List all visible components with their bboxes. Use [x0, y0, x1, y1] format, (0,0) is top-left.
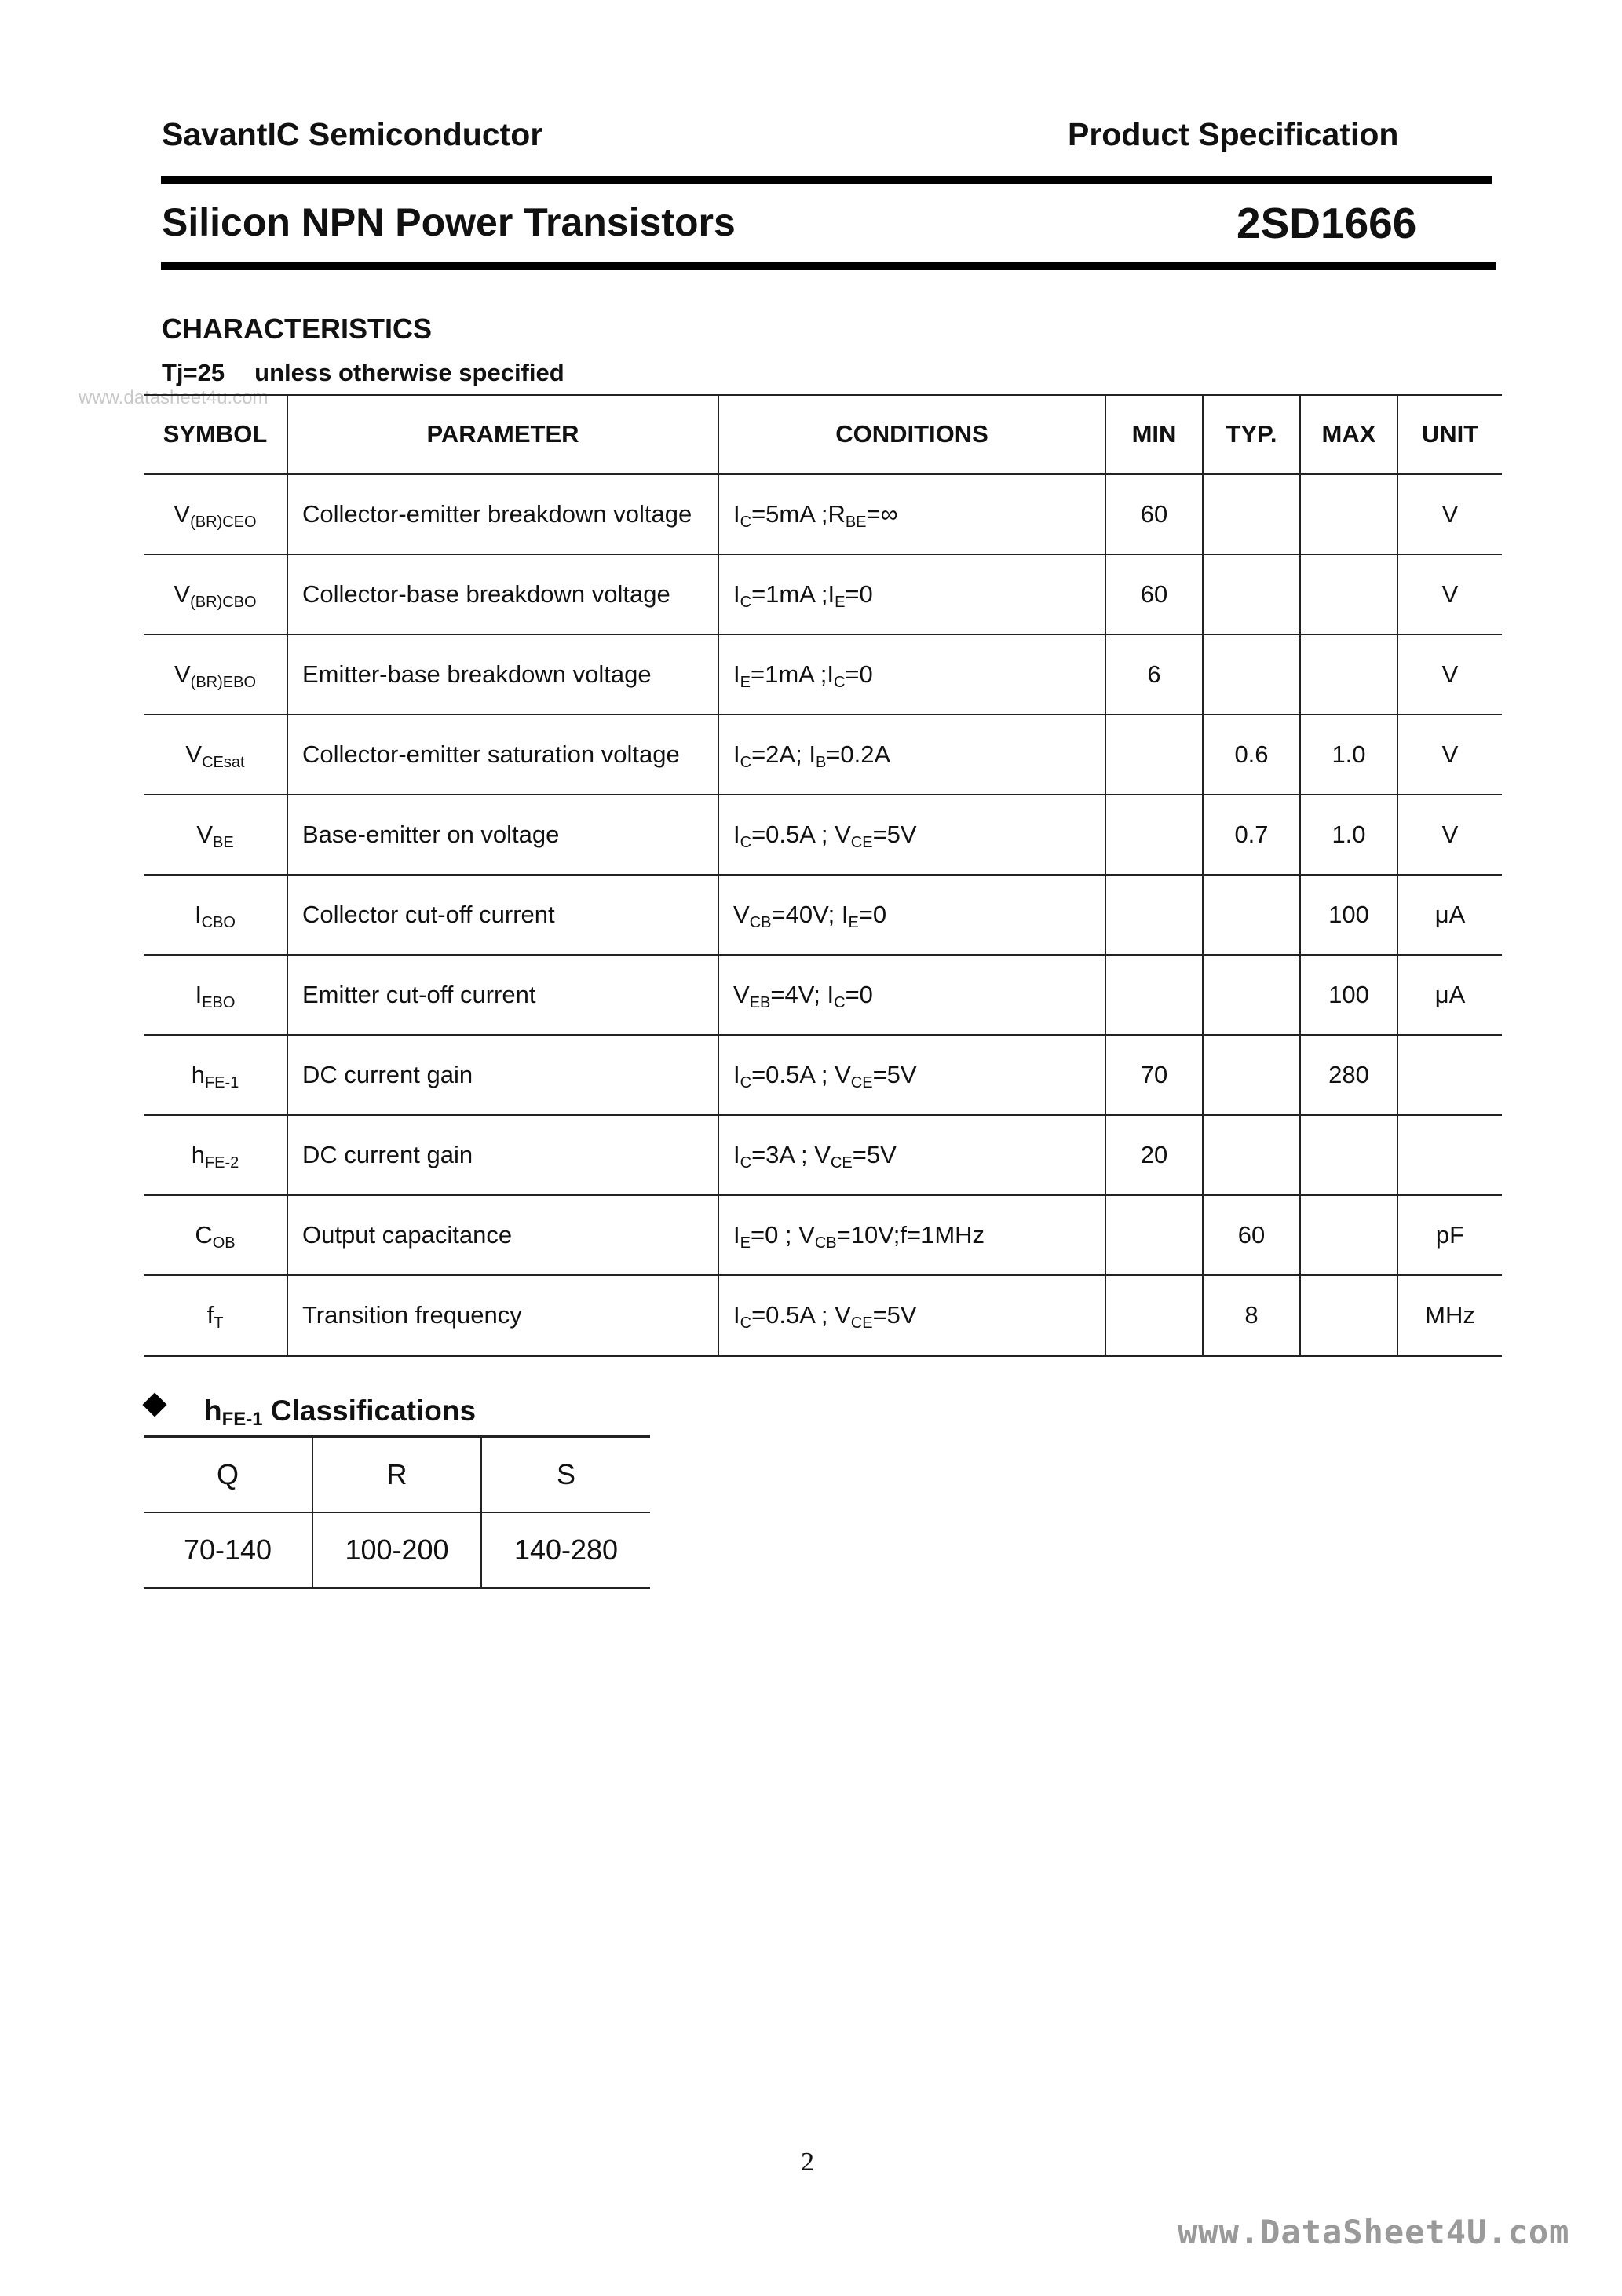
symbol-cell: $V_{CEsat}$ [144, 715, 287, 795]
classification-value-row [144, 1512, 650, 1589]
parameter-cell: Collector-emitter breakdown voltage [287, 474, 718, 555]
header-rule-bottom [161, 262, 1496, 270]
max-cell [1300, 554, 1397, 634]
min-cell: 20 [1105, 1115, 1203, 1195]
product-title: Silicon NPN Power Transistors [162, 200, 736, 244]
unit-cell: MHz [1397, 1275, 1502, 1356]
column-header-parameter: PARAMETER [287, 395, 718, 474]
min-cell [1105, 955, 1203, 1035]
max-cell [1300, 634, 1397, 715]
document-type: Product Specification [1068, 116, 1399, 152]
unit-cell: pF [1397, 1195, 1502, 1275]
parameter-cell: DC current gain [287, 1115, 718, 1195]
unit-cell [1397, 1035, 1502, 1115]
conditions-cell: $I_E=0$ ; $V_{CB}=10V;f=1MHz$ [718, 1195, 1105, 1275]
condition-text: unless otherwise specified [254, 359, 564, 386]
condition-temp: Tj=25 [162, 359, 225, 386]
table-row [144, 715, 1502, 795]
table-row [144, 1195, 1502, 1275]
typ-cell: 60 [1203, 1195, 1300, 1275]
parameter-cell: Collector-emitter saturation voltage [287, 715, 718, 795]
conditions-cell: $V_{EB}=4V$; $I_C=0$ [718, 955, 1105, 1035]
header-rule-top [161, 176, 1492, 184]
min-cell: 6 [1105, 634, 1203, 715]
column-header-min: MIN [1105, 395, 1203, 474]
column-header-symbol: SYMBOL [144, 395, 287, 474]
min-cell [1105, 795, 1203, 875]
conditions-cell: $I_C=1mA$ $;I_E=0$ [718, 554, 1105, 634]
class-header: Q [144, 1437, 312, 1513]
classification-table [144, 1435, 650, 1589]
bullet-diamond-icon [142, 1392, 166, 1417]
max-cell [1300, 1275, 1397, 1356]
min-cell [1105, 875, 1203, 955]
parameter-cell: Output capacitance [287, 1195, 718, 1275]
column-header-unit: UNIT [1397, 395, 1502, 474]
column-header-max: MAX [1300, 395, 1397, 474]
class-header: R [312, 1437, 481, 1513]
unit-cell: V [1397, 634, 1502, 715]
page-number: 2 [801, 2148, 814, 2177]
min-cell [1105, 1195, 1203, 1275]
class-header: S [481, 1437, 650, 1513]
classification-header-row [144, 1437, 650, 1513]
footer-watermark: www.DataSheet4U.com [1178, 2213, 1570, 2251]
table-header-row [144, 395, 1502, 474]
symbol-cell: $I_{EBO}$ [144, 955, 287, 1035]
max-cell: 100 [1300, 955, 1397, 1035]
class-value: 70-140 [144, 1512, 312, 1589]
typ-cell [1203, 474, 1300, 555]
parameter-cell: DC current gain [287, 1035, 718, 1115]
parameter-cell: Transition frequency [287, 1275, 718, 1356]
parameter-cell: Collector-base breakdown voltage [287, 554, 718, 634]
parameter-cell: Emitter-base breakdown voltage [287, 634, 718, 715]
symbol-cell: $h_{FE-1}$ [144, 1035, 287, 1115]
unit-cell: V [1397, 554, 1502, 634]
typ-cell [1203, 1115, 1300, 1195]
typ-cell [1203, 875, 1300, 955]
conditions-cell: $I_E=1mA$ $;I_C=0$ [718, 634, 1105, 715]
typ-cell: 8 [1203, 1275, 1300, 1356]
min-cell [1105, 715, 1203, 795]
table-row [144, 1115, 1502, 1195]
typ-cell [1203, 554, 1300, 634]
min-cell: 70 [1105, 1035, 1203, 1115]
typ-cell [1203, 634, 1300, 715]
classification-title: $h_{FE-1}$ Classifications [204, 1395, 477, 1430]
unit-cell: V [1397, 795, 1502, 875]
unit-cell: V [1397, 715, 1502, 795]
unit-cell: V [1397, 474, 1502, 555]
unit-cell: μA [1397, 955, 1502, 1035]
class-value: 140-280 [481, 1512, 650, 1589]
test-condition [162, 359, 564, 387]
max-cell: 100 [1300, 875, 1397, 955]
section-heading: CHARACTERISTICS [162, 313, 433, 345]
conditions-cell: $I_C=0.5A$ ; $V_{CE}=5V$ [718, 795, 1105, 875]
max-cell [1300, 1195, 1397, 1275]
symbol-cell: $V_{(BR)CBO}$ [144, 554, 287, 634]
symbol-cell: $V_{(BR)EBO}$ [144, 634, 287, 715]
typ-cell: 0.7 [1203, 795, 1300, 875]
table-row [144, 634, 1502, 715]
conditions-cell: $I_C=0.5A$ ; $V_{CE}=5V$ [718, 1275, 1105, 1356]
max-cell: 1.0 [1300, 715, 1397, 795]
unit-cell: μA [1397, 875, 1502, 955]
typ-cell [1203, 955, 1300, 1035]
part-number: 2SD1666 [1237, 199, 1417, 247]
column-header-conditions: CONDITIONS [718, 395, 1105, 474]
column-header-typ: TYP. [1203, 395, 1300, 474]
table-row [144, 554, 1502, 634]
max-cell [1300, 1115, 1397, 1195]
unit-cell [1397, 1115, 1502, 1195]
min-cell [1105, 1275, 1203, 1356]
table-row [144, 795, 1502, 875]
symbol-cell: $C_{OB}$ [144, 1195, 287, 1275]
typ-cell: 0.6 [1203, 715, 1300, 795]
max-cell: 280 [1300, 1035, 1397, 1115]
company-name: SavantIC Semiconductor [162, 116, 543, 152]
table-row [144, 474, 1502, 555]
symbol-cell: $h_{FE-2}$ [144, 1115, 287, 1195]
symbol-cell: $V_{BE}$ [144, 795, 287, 875]
conditions-cell: $I_C=3A$ ; $V_{CE}=5V$ [718, 1115, 1105, 1195]
table-row [144, 955, 1502, 1035]
parameter-cell: Collector cut-off current [287, 875, 718, 955]
table-row [144, 875, 1502, 955]
watermark-text: www.datasheet4u.com [79, 387, 269, 408]
symbol-cell: $I_{CBO}$ [144, 875, 287, 955]
conditions-cell: $V_{CB}=40V$; $I_E=0$ [718, 875, 1105, 955]
conditions-cell: $I_C=2A$; $I_B=0.2A$ [718, 715, 1105, 795]
characteristics-table [144, 394, 1502, 1357]
max-cell: 1.0 [1300, 795, 1397, 875]
parameter-cell: Emitter cut-off current [287, 955, 718, 1035]
conditions-cell: $I_C=5mA$ $;R_{BE}=\infty$ [718, 474, 1105, 555]
min-cell: 60 [1105, 554, 1203, 634]
class-value: 100-200 [312, 1512, 481, 1589]
table-row [144, 1035, 1502, 1115]
symbol-cell: $f_T$ [144, 1275, 287, 1356]
table-row [144, 1275, 1502, 1356]
parameter-cell: Base-emitter on voltage [287, 795, 718, 875]
symbol-cell: $V_{(BR)CEO}$ [144, 474, 287, 555]
min-cell: 60 [1105, 474, 1203, 555]
max-cell [1300, 474, 1397, 555]
typ-cell [1203, 1035, 1300, 1115]
conditions-cell: $I_C=0.5A$ ; $V_{CE}=5V$ [718, 1035, 1105, 1115]
